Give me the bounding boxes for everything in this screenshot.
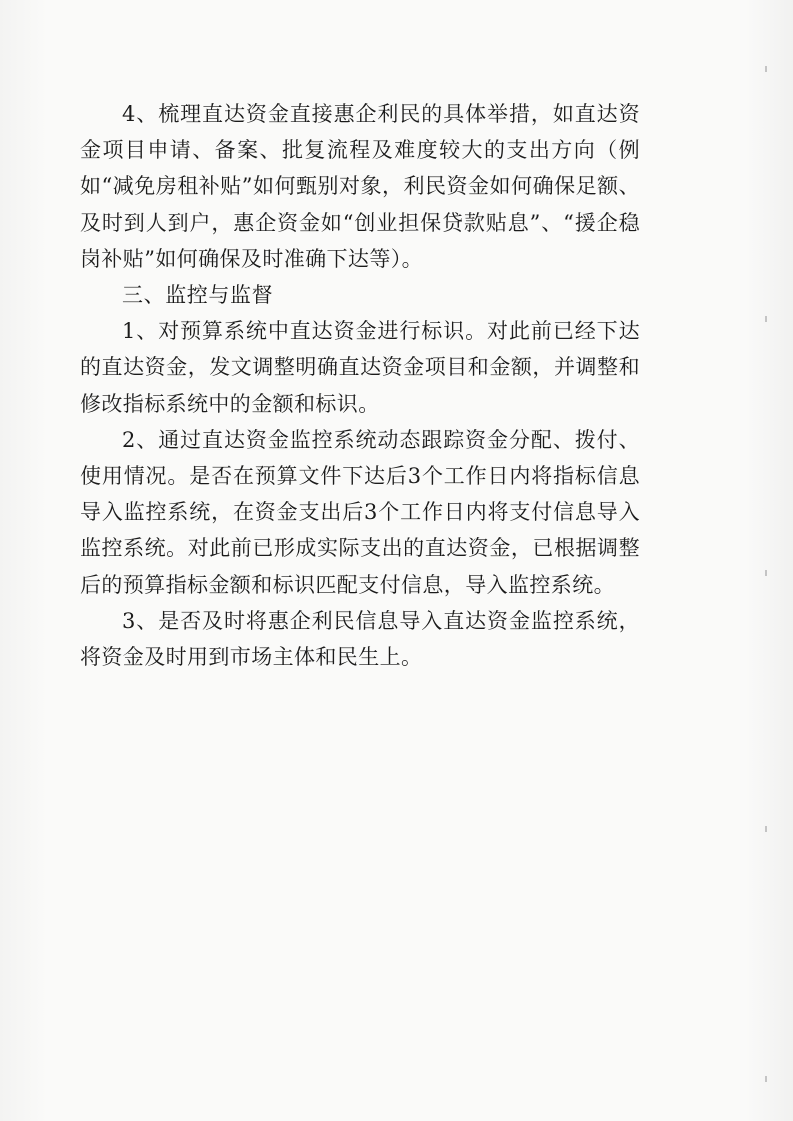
- document-body: [80, 96, 640, 675]
- scan-edge-mark: [765, 66, 767, 72]
- paragraph-item-2: 2、通过直达资金监控系统动态跟踪资金分配、拨付、使用情况。是否在预算文件下达后3个工作日内将指标信息导入监控系统，在资金支出后3个工作日内将支付信息导入监控系统。对此前已形成实际支出的直达资金，已根据调整后的预算指标金额和标识匹配支付信息，导入监控系统。: [80, 427, 640, 597]
- paragraph-item-1: 1、对预算系统中直达资金进行标识。对此前已经下达的直达资金，发文调整明确直达资金项目和金额，并调整和修改指标系统中的金额和标识。: [80, 319, 640, 416]
- scan-edge-mark: [765, 570, 767, 576]
- paragraph-item-4: 4、梳理直达资金直接惠企利民的具体举措，如直达资金项目申请、备案、批复流程及难度较大的支出方向（例如“减免房租补贴”如何甄别对象，利民资金如何确保足额、及时到人到户，惠企资金如“创业担保贷款贴息”、“援企稳岗补贴”如何确保及时准确下达等）。: [80, 102, 640, 271]
- scan-edge-mark: [765, 826, 767, 832]
- scan-edge-mark: [765, 316, 767, 322]
- scan-edge-mark: [765, 1076, 767, 1082]
- paragraph-item-3: 3、是否及时将惠企利民信息导入直达资金监控系统，将资金及时用到市场主体和民生上。: [80, 608, 640, 670]
- section-heading-monitoring: 三、监控与监督: [122, 283, 274, 308]
